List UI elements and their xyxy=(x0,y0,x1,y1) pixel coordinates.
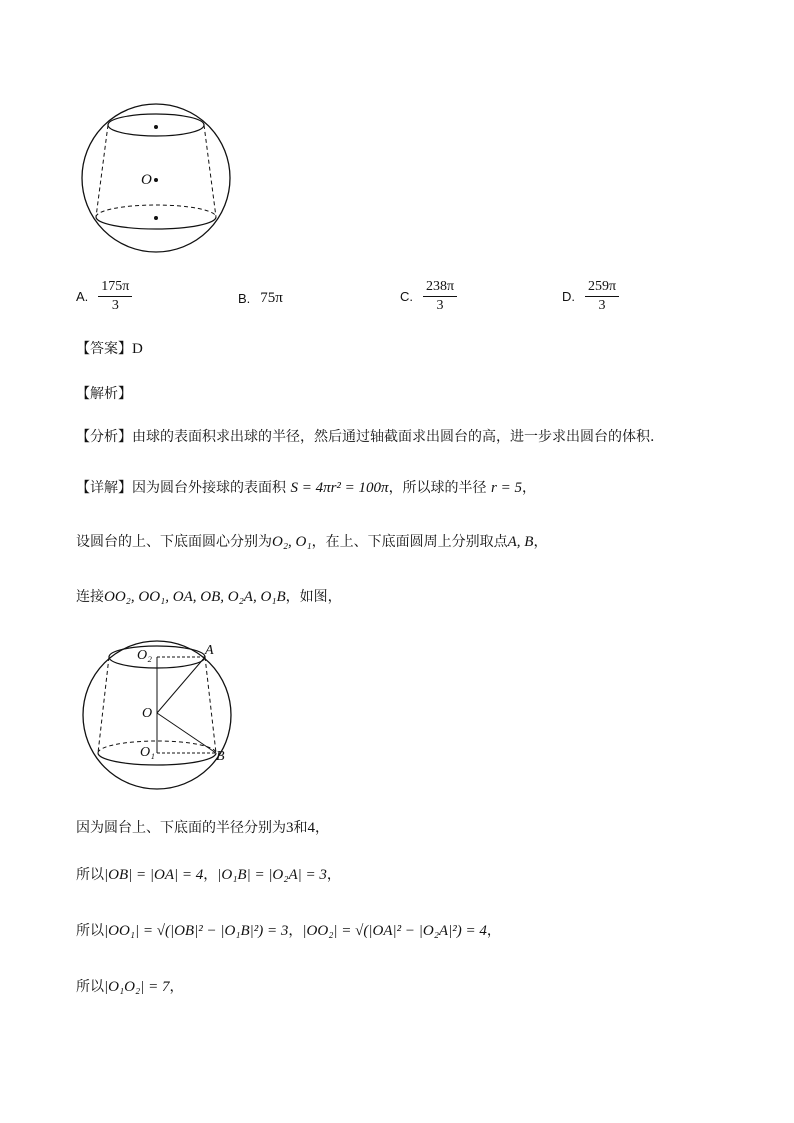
option-c-value: $\frac{238\pi}{3}$ xyxy=(423,278,457,315)
option-a-value: $\frac{175\pi}{3}$ xyxy=(98,278,132,315)
total-height-line xyxy=(76,976,183,996)
option-d[interactable] xyxy=(562,278,619,315)
xiangjie-text3: ， xyxy=(521,480,536,496)
fenxi-text: 由球的表面积求出球的半径，然后通过轴截面求出圆台的高，进一步求出圆台的体积. xyxy=(132,429,655,445)
figure2-label-a: A xyxy=(205,643,214,658)
option-a-letter: A. xyxy=(76,289,89,304)
radius-bottom: 4 xyxy=(307,820,315,836)
option-c[interactable] xyxy=(400,278,457,315)
setup-text3: ， xyxy=(533,534,548,550)
lengths-line xyxy=(76,864,341,884)
connect-line xyxy=(76,586,342,606)
lengths-text1: 所以 xyxy=(76,867,104,883)
radii-line xyxy=(76,817,329,837)
formula-o1b-o2a: |O₁B| = |O₂A| = 3 xyxy=(217,867,327,883)
option-b-letter: B. xyxy=(238,291,251,306)
figure2-label-b: B xyxy=(216,749,225,764)
lengths-text2: ， xyxy=(326,867,341,883)
lengths-sep: ， xyxy=(203,867,218,883)
radii-text3: ， xyxy=(315,820,329,836)
setup-text2: ，在上、下底面圆周上分别取点 xyxy=(311,534,508,550)
figure2-label-o2: O₂ xyxy=(137,648,152,663)
option-b-value: 75π xyxy=(260,290,283,306)
xiangjie-text1: 因为圆台外接球的表面积 xyxy=(132,480,286,496)
figure1-label-o: O xyxy=(141,172,152,188)
xiangjie-text2: ，所以球的半径 xyxy=(388,480,487,496)
setup-centers: O₂, O₁ xyxy=(272,534,312,550)
xiangjie-tag: 【详解】 xyxy=(76,480,132,496)
radii-text2: 和 xyxy=(293,820,308,836)
formula-oo1: |OO₁| = √(|OB|² − |O₁B|²) = 3 xyxy=(104,923,289,939)
figure2-label-o1: O₁ xyxy=(140,745,155,760)
formula-radius: r = 5 xyxy=(491,480,522,496)
total-text2: ， xyxy=(169,979,184,995)
heights-text1: 所以 xyxy=(76,923,104,939)
total-text1: 所以 xyxy=(76,979,104,995)
figure-sphere-frustum xyxy=(78,94,238,264)
formula-surface-area: S = 4πr² = 100π xyxy=(290,480,389,496)
heights-text2: ， xyxy=(486,923,501,939)
answer-tag: 【答案】 xyxy=(76,341,132,357)
heights-line xyxy=(76,920,501,940)
formula-oo2: |OO₂| = √(|OA|² − |O₂A|²) = 4 xyxy=(302,923,487,939)
analysis-heading: 【解析】 xyxy=(76,386,132,402)
xiangjie-line xyxy=(76,477,536,497)
formula-oa-ob: |OB| = |OA| = 4 xyxy=(104,867,204,883)
option-a[interactable] xyxy=(76,278,132,315)
fenxi-tag: 【分析】 xyxy=(76,429,132,445)
setup-line xyxy=(76,531,547,551)
figure-sphere-frustum-labeled xyxy=(78,636,248,796)
connect-text1: 连接 xyxy=(76,589,104,605)
setup-text1: 设圆台的上、下底面圆心分别为 xyxy=(76,534,272,550)
option-b[interactable] xyxy=(238,290,283,307)
connect-segments: OO₂, OO₁, OA, OB, O₂A, O₁B xyxy=(104,589,286,605)
option-d-value: $\frac{259\pi}{3}$ xyxy=(585,278,619,315)
connect-text2: ，如图， xyxy=(285,589,342,605)
answer-line xyxy=(76,338,143,358)
answer-value: D xyxy=(132,341,143,357)
setup-points: A, B xyxy=(507,534,534,550)
option-c-letter: C. xyxy=(400,289,413,304)
radius-top: 3 xyxy=(286,820,294,836)
radii-text1: 因为圆台上、下底面的半径分别为 xyxy=(76,820,286,836)
heights-sep: ， xyxy=(288,923,303,939)
option-d-letter: D. xyxy=(562,289,575,304)
formula-o1o2: |O₁O₂| = 7 xyxy=(104,979,170,995)
figure2-label-o: O xyxy=(142,706,153,721)
fenxi-line xyxy=(76,426,654,446)
